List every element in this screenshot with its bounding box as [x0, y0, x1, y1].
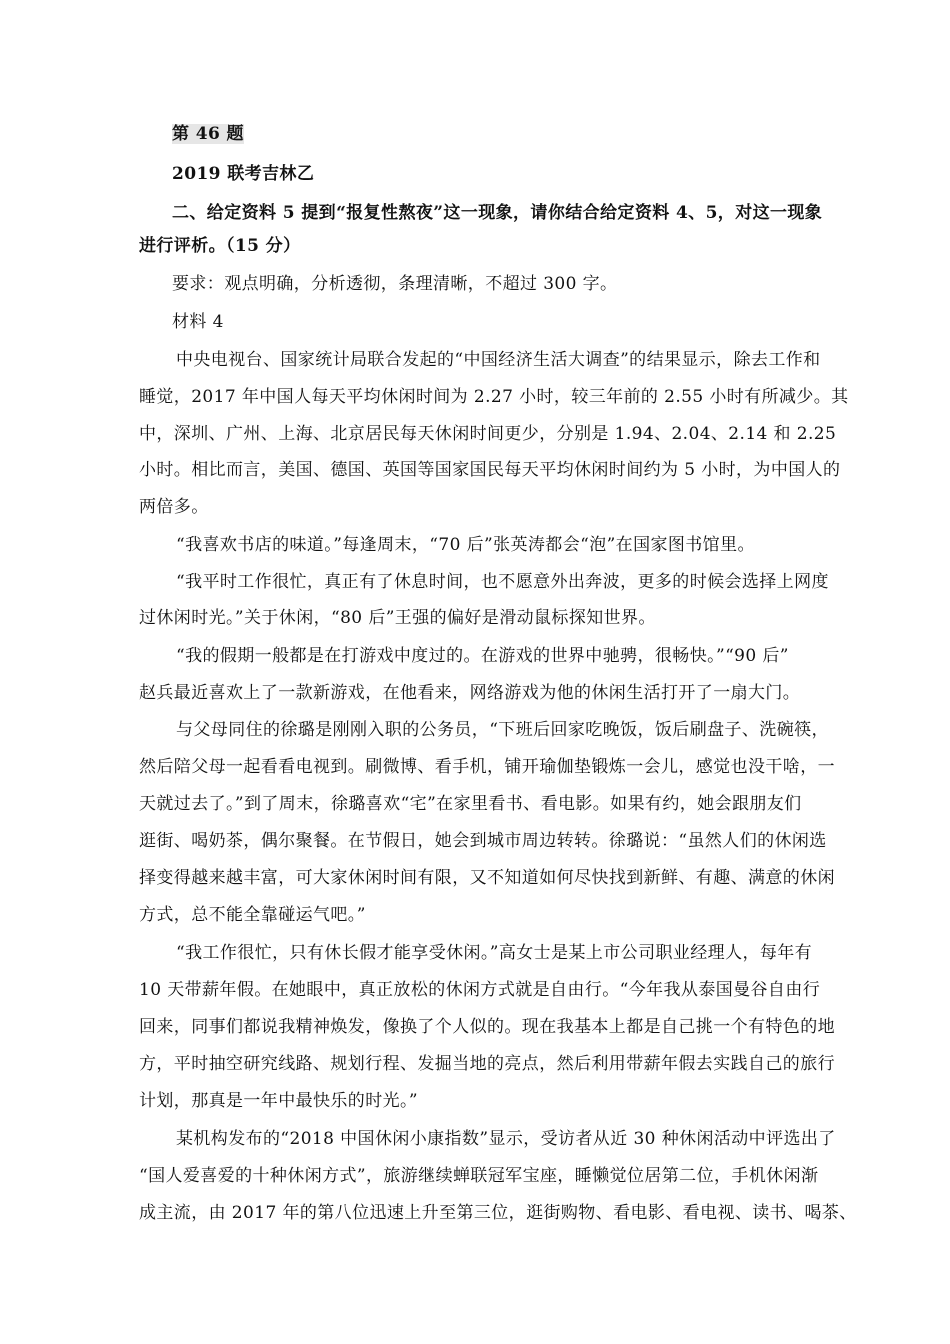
material-line: 天就过去了。”到了周末，徐璐喜欢“宅”在家里看书、看电影。如果有约，她会跟朋友们 — [139, 794, 802, 814]
material-line: 计划，那真是一年中最快乐的时光。” — [139, 1091, 418, 1111]
material-line: 与父母同住的徐璐是刚刚入职的公务员，“下班后回家吃晚饭，饭后刷盘子、洗碗筷， — [176, 720, 829, 740]
material-line: 某机构发布的“2018 中国休闲小康指数”显示，受访者从近 30 种休闲活动中评选出了 — [176, 1129, 836, 1149]
material-line: “我喜欢书店的味道。”每逢周末，“70 后”张英涛都会“泡”在国家图书馆里。 — [176, 535, 755, 555]
question-text-line-2: 进行评析。（15 分） — [139, 236, 301, 256]
material-line: 过休闲时光。”关于休闲，“80 后”王强的偏好是滑动鼠标探知世界。 — [139, 608, 656, 628]
material-line: 方式，总不能全靠碰运气吧。” — [139, 905, 366, 925]
material-line: 10 天带薪年假。在她眼中，真正放松的休闲方式就是自由行。“今年我从泰国曼谷自由行 — [139, 980, 821, 1000]
material-line: 中央电视台、国家统计局联合发起的“中国经济生活大调查”的结果显示，除去工作和 — [176, 350, 821, 370]
material-line: 然后陪父母一起看看电视到。刷微博、看手机，铺开瑜伽垫锻炼一会儿，感觉也没干啥，一 — [139, 757, 835, 777]
material-line: 成主流，由 2017 年的第八位迅速上升至第三位，逛街购物、看电影、看电视、读书、喝茶、 — [139, 1203, 857, 1223]
material-line: 小时。相比而言，美国、德国、英国等国家国民每天平均休闲时间约为 5 小时，为中国人的 — [139, 460, 841, 480]
question-number-text: 第 46 题 — [172, 124, 244, 144]
material-line: 择变得越来越丰富，可大家休闲时间有限，又不知道如何尽快找到新鲜、有趣、满意的休闲 — [139, 868, 835, 888]
question-requirement: 要求：观点明确，分析透彻，条理清晰，不超过 300 字。 — [172, 274, 618, 294]
material-line: 睡觉，2017 年中国人每天平均休闲时间为 2.27 小时，较三年前的 2.55 小时有所减少。其 — [139, 387, 849, 407]
material-line: “国人爱喜爱的十种休闲方式”，旅游继续蝉联冠军宝座，睡懒觉位居第二位，手机休闲渐 — [139, 1166, 819, 1186]
material-line: “我平时工作很忙，真正有了休息时间，也不愿意外出奔波，更多的时候会选择上网度 — [176, 572, 829, 592]
material-line: 回来，同事们都说我精神焕发，像换了个人似的。现在我基本上都是自己挑一个有特色的地 — [139, 1017, 835, 1037]
material-line: 中，深圳、广州、上海、北京居民每天休闲时间更少，分别是 1.94、2.04、2.14 和 2.25 — [139, 424, 837, 444]
material-line: 方，平时抽空研究线路、规划行程、发掘当地的亮点，然后利用带薪年假去实践自己的旅行 — [139, 1054, 835, 1074]
question-number — [172, 124, 812, 144]
material-line: “我工作很忙，只有休长假才能享受休闲。”高女士是某上市公司职业经理人，每年有 — [176, 943, 813, 963]
material-title: 材料 4 — [172, 312, 224, 332]
material-line: 逛街、喝奶茶，偶尔聚餐。在节假日，她会到城市周边转转。徐璐说：“虽然人们的休闲选 — [139, 831, 827, 851]
question-text-line-1: 二、给定资料 5 提到“报复性熬夜”这一现象，请你结合给定资料 4、5，对这一现象 — [172, 203, 823, 223]
material-line: “我的假期一般都是在打游戏中度过的。在游戏的世界中驰骋，很畅快。”“90 后” — [176, 646, 789, 666]
material-line: 两倍多。 — [139, 497, 209, 517]
material-line: 赵兵最近喜欢上了一款新游戏，在他看来，网络游戏为他的休闲生活打开了一扇大门。 — [139, 683, 801, 703]
question-source: 2019 联考吉林乙 — [172, 164, 315, 184]
